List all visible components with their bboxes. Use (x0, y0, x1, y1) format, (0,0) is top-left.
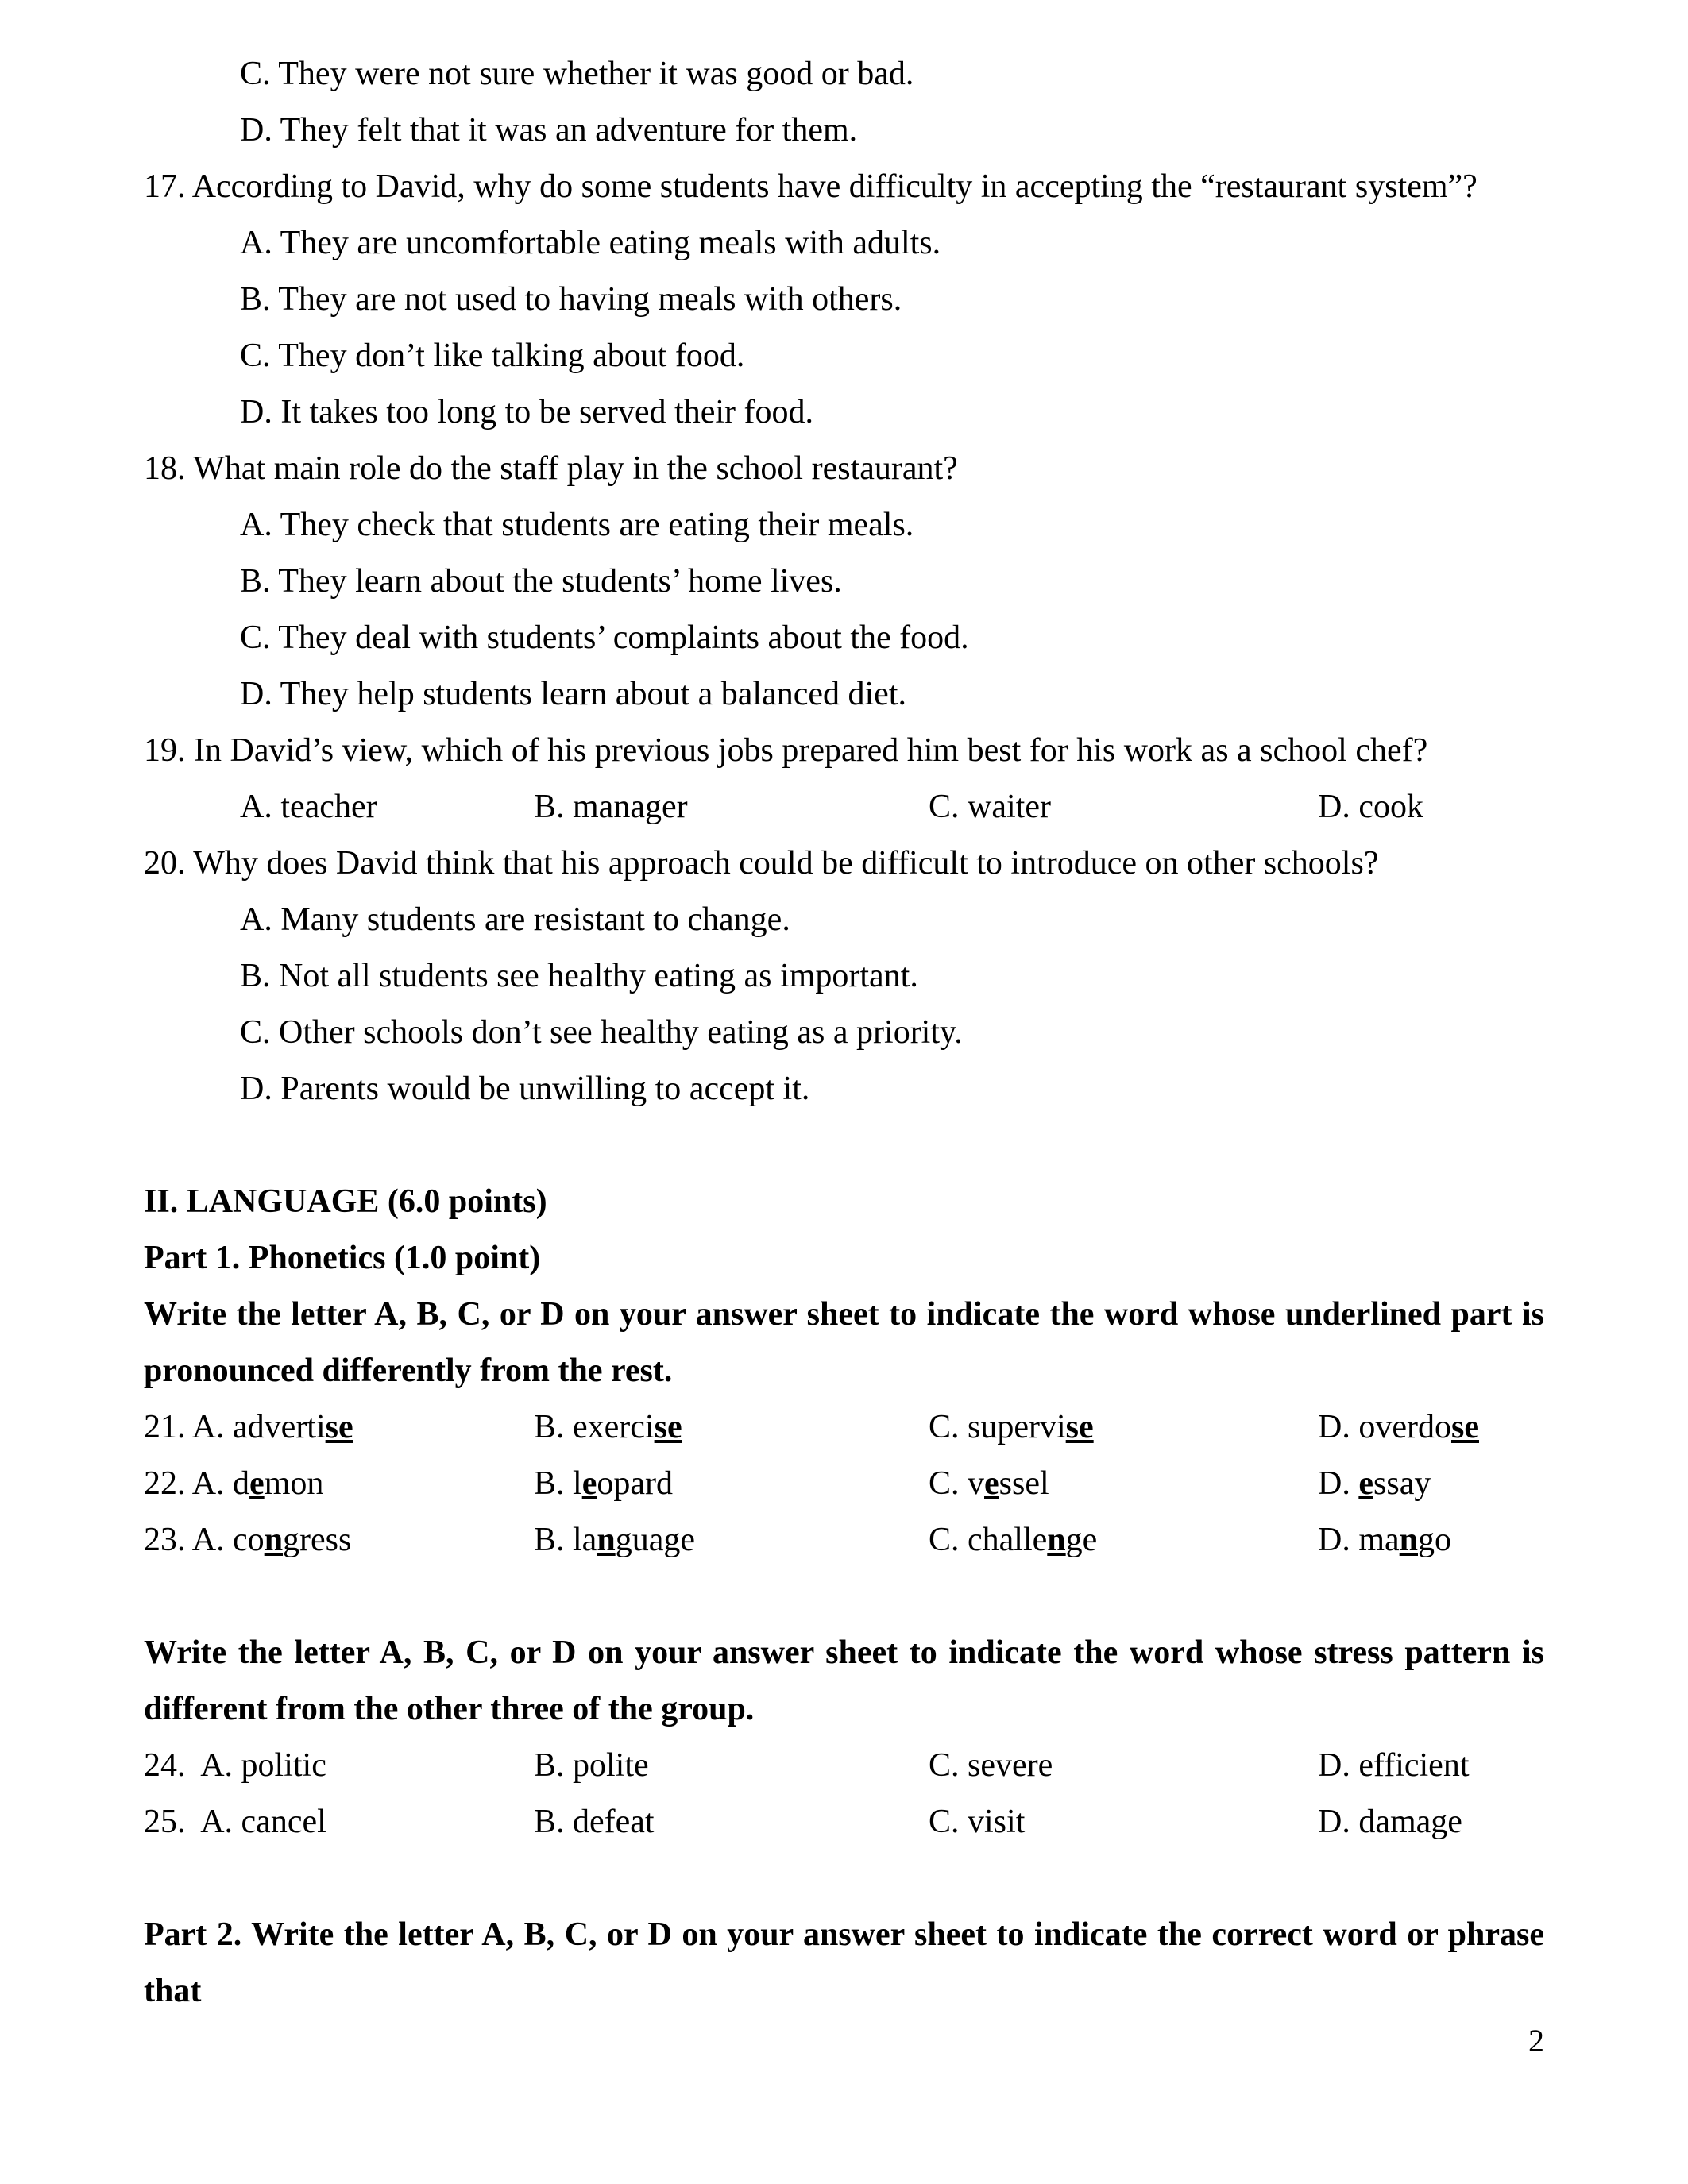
option-word (573, 1409, 682, 1445)
answer-option (534, 1738, 929, 1794)
option-label: D. (1318, 1747, 1350, 1784)
word-pre: adverti (233, 1409, 326, 1445)
option-word (233, 1522, 351, 1558)
option-text: cook (1358, 789, 1423, 825)
option-label: A. (191, 1465, 225, 1502)
option-text: Parents would be unwilling to accept it. (280, 1071, 810, 1107)
option-text: Not all students see healthy eating as important. (279, 958, 918, 994)
phonetics-row (144, 1456, 1544, 1512)
option-label: A. (200, 1804, 234, 1840)
word-underline: e (984, 1465, 999, 1502)
option-label: A. (240, 901, 272, 938)
word-underline: n (264, 1522, 284, 1558)
option-text: They check that students are eating their meals. (280, 507, 914, 543)
option-text: They were not sure whether it was good or bad. (278, 56, 914, 92)
word-pre: exerci (573, 1409, 655, 1445)
word-pre: overdo (1358, 1409, 1451, 1445)
word-underline: se (1065, 1409, 1094, 1445)
answer-option (144, 554, 1544, 610)
option-text: They felt that it was an adventure for them. (280, 112, 858, 149)
question-number: 18. (144, 450, 186, 487)
question-number: 17. (144, 168, 186, 205)
question (144, 723, 1544, 779)
option-word (968, 1465, 1049, 1502)
word-pre: v (968, 1465, 985, 1502)
option-text: defeat (573, 1804, 655, 1840)
option-text: polite (573, 1747, 649, 1784)
answer-option (240, 779, 534, 835)
option-text: They learn about the students’ home lives. (278, 563, 842, 600)
word-pre: supervi (968, 1409, 1066, 1445)
word-pre: l (573, 1465, 582, 1502)
option-label: B. (534, 1409, 565, 1445)
option-word (573, 1522, 695, 1558)
option-label: B. (534, 1804, 565, 1840)
option-text: cancel (241, 1804, 326, 1840)
word-underline: se (1450, 1409, 1479, 1445)
spacer (144, 1569, 1544, 1625)
option-text: It takes too long to be served their food. (280, 394, 814, 430)
answer-option (929, 1399, 1318, 1456)
option-label: D. (1318, 789, 1350, 825)
option-label: A. (240, 789, 272, 825)
answer-option (144, 1061, 1544, 1117)
question (144, 835, 1544, 892)
option-word (233, 1409, 353, 1445)
option-text: visit (968, 1804, 1026, 1840)
question-text: Why does David think that his approach could be difficult to introduce on other schools? (193, 845, 1379, 882)
option-label: B. (240, 958, 271, 994)
answer-option (534, 779, 929, 835)
section-heading-language: II. LANGUAGE (6.0 points) (144, 1183, 547, 1220)
word-underline: n (1047, 1522, 1066, 1558)
word-post: ge (1065, 1522, 1098, 1558)
stress-row (144, 1738, 1544, 1794)
word-underline: n (1399, 1522, 1419, 1558)
phonetics-instruction-1: Write the letter A, B, C, or D on your answer sheet to indicate the word whose underlined part is pronounced differently from the rest. (144, 1296, 1544, 1389)
option-label: C. (929, 789, 960, 825)
answer-option (929, 779, 1318, 835)
answer-option (144, 1456, 534, 1512)
word-underline: e (581, 1465, 597, 1502)
word-underline: e (249, 1465, 265, 1502)
spacer (144, 1850, 1544, 1907)
question-text: What main role do the staff play in the school restaurant? (193, 450, 958, 487)
answer-option (929, 1456, 1318, 1512)
option-label: B. (534, 1522, 565, 1558)
phonetics-row (144, 1512, 1544, 1569)
answer-option (1318, 1794, 1544, 1850)
answer-option (1318, 1512, 1544, 1569)
option-text: Many students are resistant to change. (280, 901, 790, 938)
option-label: B. (534, 1747, 565, 1784)
option-label: A. (200, 1747, 234, 1784)
answer-option (144, 215, 1544, 272)
word-pre: la (573, 1522, 597, 1558)
word-underline: se (654, 1409, 682, 1445)
answer-option (144, 384, 1544, 441)
stress-row (144, 1794, 1544, 1850)
option-label: C. (929, 1522, 960, 1558)
option-text: Other schools don’t see healthy eating as a priority. (279, 1014, 963, 1051)
option-label: A. (240, 507, 272, 543)
option-word (968, 1409, 1094, 1445)
answer-option (144, 1738, 534, 1794)
option-label: D. (1318, 1409, 1350, 1445)
option-label: D. (240, 1071, 272, 1107)
question-number: 19. (144, 732, 186, 769)
page-content (144, 46, 1544, 2020)
word-post: ssay (1373, 1465, 1431, 1502)
option-label: D. (240, 676, 272, 712)
word-pre: d (233, 1465, 250, 1502)
answer-option (144, 272, 1544, 328)
question-number: 23. (144, 1522, 186, 1558)
stress-instruction: Write the letter A, B, C, or D on your answer sheet to indicate the word whose stress pattern is different from the other three of the group. (144, 1634, 1544, 1727)
option-label: C. (929, 1465, 960, 1502)
answer-option (144, 102, 1544, 159)
inline-options-row (144, 779, 1544, 835)
question-text: In David’s view, which of his previous jobs prepared him best for his work as a school chef? (194, 732, 1428, 769)
option-text: They are not used to having meals with others. (278, 281, 902, 318)
answer-option (1318, 1399, 1544, 1456)
question (144, 441, 1544, 497)
answer-option (1318, 779, 1544, 835)
option-label: C. (240, 338, 271, 374)
option-label: C. (240, 619, 271, 656)
option-label: B. (240, 563, 271, 600)
word-pre: co (233, 1522, 265, 1558)
option-label: D. (240, 394, 272, 430)
option-text: manager (573, 789, 688, 825)
answer-option (534, 1456, 929, 1512)
answer-option (929, 1794, 1318, 1850)
answer-option (144, 610, 1544, 666)
option-label: D. (240, 112, 272, 149)
option-text: efficient (1358, 1747, 1470, 1784)
question-number: 21. (144, 1409, 186, 1445)
answer-option (144, 1512, 534, 1569)
option-text: They don’t like talking about food. (278, 338, 745, 374)
word-pre: ma (1358, 1522, 1400, 1558)
word-underline: se (325, 1409, 353, 1445)
word-post: go (1418, 1522, 1452, 1558)
answer-option (534, 1512, 929, 1569)
option-word (233, 1465, 323, 1502)
option-label: D. (1318, 1522, 1350, 1558)
option-word (1358, 1409, 1479, 1445)
option-text: They help students learn about a balanced diet. (280, 676, 906, 712)
question-number: 20. (144, 845, 186, 882)
option-label: C. (929, 1747, 960, 1784)
answer-option (1318, 1456, 1544, 1512)
option-word (1358, 1465, 1431, 1502)
option-text: They deal with students’ complaints about the food. (278, 619, 969, 656)
answer-option (144, 666, 1544, 723)
answer-option (144, 948, 1544, 1005)
answer-option (144, 1399, 534, 1456)
word-pre: challe (968, 1522, 1048, 1558)
word-underline: n (597, 1522, 616, 1558)
word-post: mon (264, 1465, 324, 1502)
answer-option (144, 497, 1544, 554)
option-label: A. (240, 225, 272, 261)
option-label: D. (1318, 1804, 1350, 1840)
option-label: B. (534, 1465, 565, 1502)
answer-option (929, 1512, 1318, 1569)
option-label: A. (191, 1409, 225, 1445)
answer-option (534, 1399, 929, 1456)
question-number: 24. (144, 1747, 186, 1784)
option-word (1358, 1522, 1451, 1558)
answer-option (144, 46, 1544, 102)
option-text: damage (1358, 1804, 1462, 1840)
option-label: B. (240, 281, 271, 318)
answer-option (144, 1794, 534, 1850)
option-word (573, 1465, 673, 1502)
part2-heading: Part 2. Write the letter A, B, C, or D on your answer sheet to indicate the correct word or phrase that (144, 1916, 1544, 2009)
option-label: D. (1318, 1465, 1350, 1502)
option-text: politic (241, 1747, 326, 1784)
option-text: They are uncomfortable eating meals with adults. (280, 225, 941, 261)
word-post: ssel (999, 1465, 1049, 1502)
option-label: C. (240, 1014, 271, 1051)
word-underline: e (1358, 1465, 1373, 1502)
option-label: A. (191, 1522, 225, 1558)
answer-option (1318, 1738, 1544, 1794)
question-text: According to David, why do some students have difficulty in accepting the “restaurant system”? (191, 168, 1477, 205)
answer-option (534, 1794, 929, 1850)
question-number: 22. (144, 1465, 186, 1502)
phonetics-row (144, 1399, 1544, 1456)
word-post: opard (597, 1465, 673, 1502)
option-label: C. (240, 56, 271, 92)
word-post: guage (615, 1522, 695, 1558)
answer-option (144, 892, 1544, 948)
answer-option (144, 1005, 1544, 1061)
option-text: teacher (280, 789, 377, 825)
part1-heading: Part 1. Phonetics (1.0 point) (144, 1240, 541, 1276)
word-post: gress (283, 1522, 352, 1558)
answer-option (929, 1738, 1318, 1794)
answer-option (144, 328, 1544, 384)
question (144, 159, 1544, 215)
question-number: 25. (144, 1804, 186, 1840)
option-word (968, 1522, 1097, 1558)
spacer (144, 1117, 1544, 1174)
option-label: C. (929, 1804, 960, 1840)
option-label: B. (534, 789, 565, 825)
option-text: severe (968, 1747, 1053, 1784)
option-label: C. (929, 1409, 960, 1445)
option-text: waiter (968, 789, 1051, 825)
page-number: 2 (1528, 2023, 1544, 2059)
